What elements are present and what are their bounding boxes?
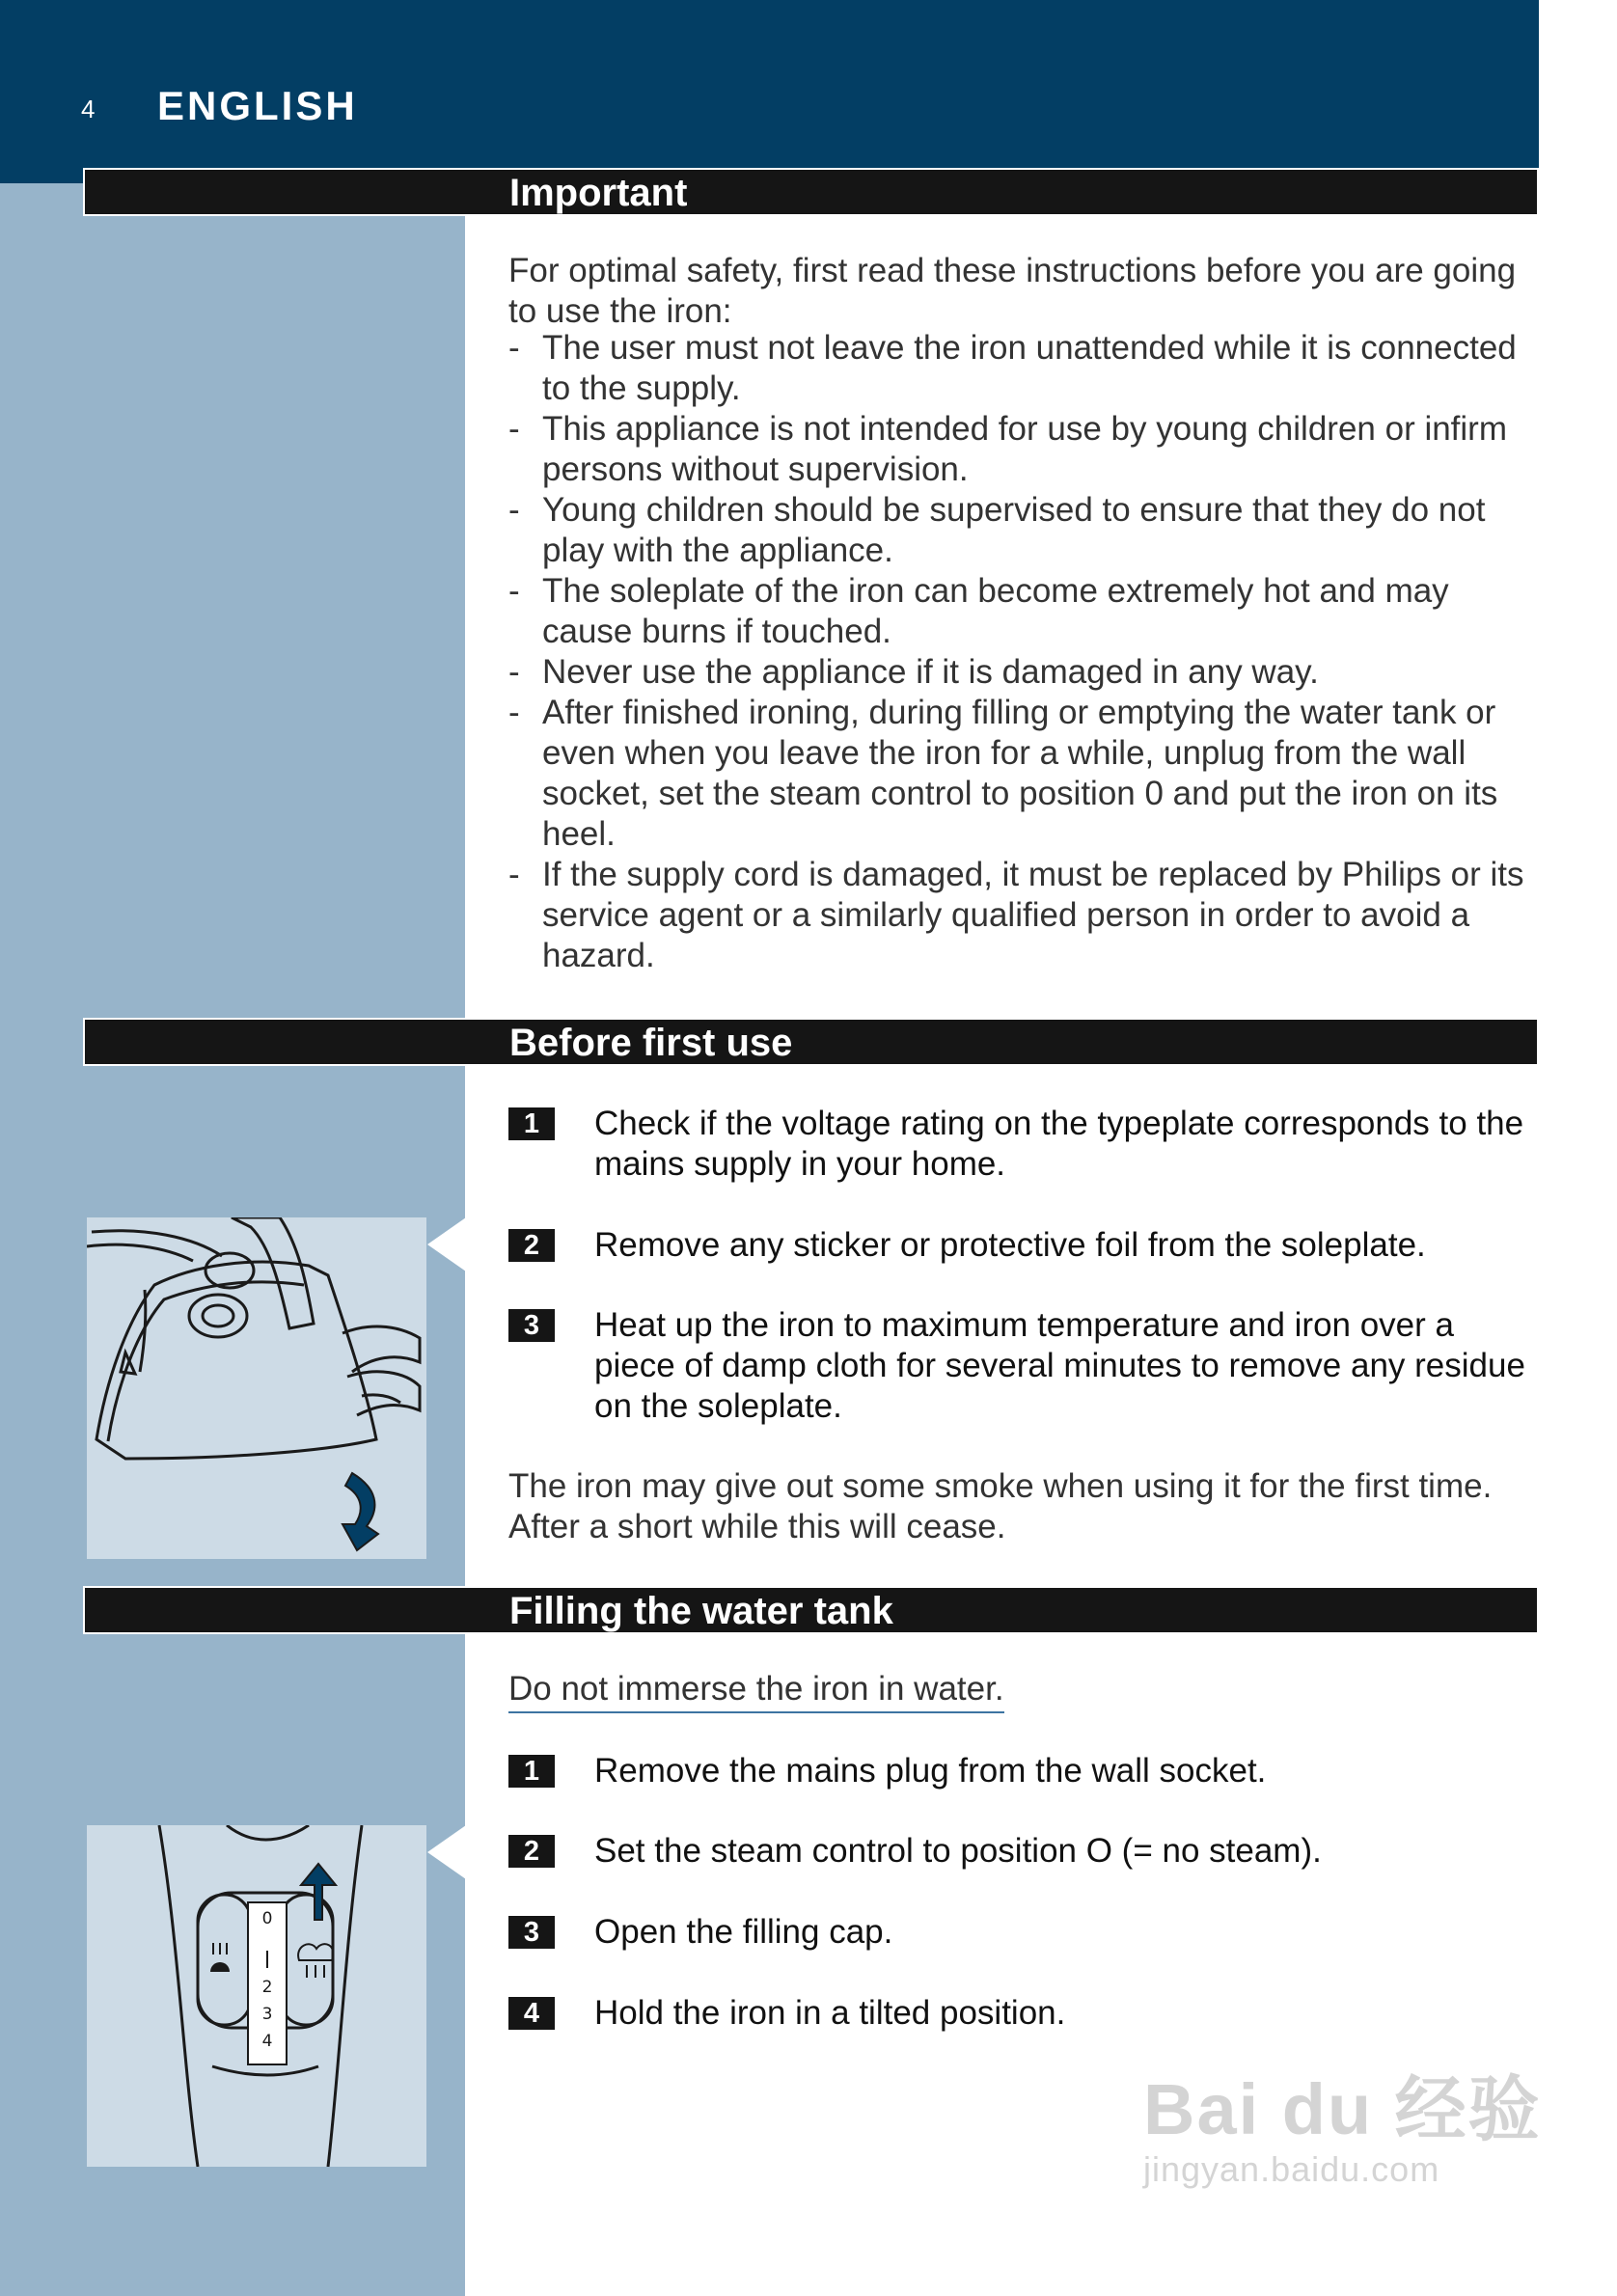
dial-label: 2 [261, 1978, 273, 1997]
dial-label: 3 [261, 2005, 273, 2024]
list-item: - The soleplate of the iron can become extremely hot and may cause burns if touched. [508, 571, 1539, 652]
callout-pointer [427, 1217, 466, 1271]
page-number: 4 [81, 95, 96, 123]
list-item: - Young children should be supervised to ensure that they do not play with the appliance. [508, 490, 1539, 571]
step-item [508, 1104, 1539, 1185]
section-bar-before-first-use [83, 1018, 1539, 1066]
language-heading: ENGLISH [157, 83, 358, 128]
callout-pointer [427, 1825, 466, 1879]
watermark [1143, 2053, 1542, 2190]
step-number: 2 [508, 1835, 555, 1868]
step-item [508, 1751, 1539, 1791]
step-item [508, 1225, 1539, 1266]
watermark-url: jingyan.baidu.com [1143, 2149, 1440, 2189]
list-item: - Never use the appliance if it is damaged in any way. [508, 652, 1539, 693]
section-bar-filling-water-tank [83, 1586, 1539, 1634]
intro-paragraph: For optimal safety, first read these instructions before you are going to use the iron: [508, 252, 1517, 330]
section-bar-important [83, 168, 1539, 216]
list-item: - The user must not leave the iron unattended while it is connected to the supply. [508, 328, 1539, 409]
list-item: - This appliance is not intended for use by young children or infirm persons without supervision. [508, 409, 1539, 490]
step-text: Check if the voltage rating on the typeplate corresponds to the mains supply in your home. [594, 1105, 1524, 1183]
no-steam-icon [210, 1943, 230, 1972]
note-paragraph: The iron may give out some smoke when using it for the first time. After a short while this will cease. [508, 1467, 1493, 1545]
list-item: - If the supply cord is damaged, it must be replaced by Philips or its service agent or a similarly qualified person in order to avoid a hazard. [508, 855, 1539, 976]
dial-label: 0 [261, 1909, 273, 1928]
step-text: Remove the mains plug from the wall socket. [594, 1752, 1267, 1790]
section-title: Before first use [509, 1022, 793, 1064]
step-number: 1 [508, 1107, 555, 1140]
steam-control-illustration [87, 1825, 426, 2167]
list-item: - After finished ironing, during filling or emptying the water tank or even when you leave the iron for a while, unplug from the wall socket, set the steam control to position 0 and put the iron on its heel. [508, 693, 1539, 855]
step-text: Hold the iron in a tilted position. [594, 1994, 1066, 2032]
step-item [508, 1831, 1539, 1872]
steam-icon [298, 1944, 333, 1978]
section-title: Important [509, 172, 688, 214]
step-number: 1 [508, 1755, 555, 1788]
warning-text: Do not immerse the iron in water. [508, 1669, 1004, 1713]
step-item [508, 1912, 1539, 1953]
step-text: Remove any sticker or protective foil from the soleplate. [594, 1226, 1426, 1264]
watermark-logo: Bai du 经验 [1143, 2069, 1542, 2149]
iron-drawing [87, 1217, 426, 1559]
step-number: 2 [508, 1229, 555, 1262]
dial-label: 4 [261, 2032, 273, 2051]
step-number: 4 [508, 1997, 555, 2030]
section-title: Filling the water tank [509, 1590, 893, 1632]
step-number: 3 [508, 1916, 555, 1949]
step-item [508, 1993, 1539, 2034]
step-text: Open the filling cap. [594, 1913, 893, 1951]
step-text: Set the steam control to position O (= no steam). [594, 1832, 1322, 1870]
steam-control-drawing [87, 1825, 426, 2167]
step-text: Heat up the iron to maximum temperature and iron over a piece of damp cloth for several minutes to remove any residue on the soleplate. [594, 1306, 1525, 1425]
safety-list [508, 328, 1539, 976]
step-item [508, 1305, 1539, 1427]
step-number: 3 [508, 1309, 555, 1342]
iron-soleplate-illustration [87, 1217, 426, 1559]
